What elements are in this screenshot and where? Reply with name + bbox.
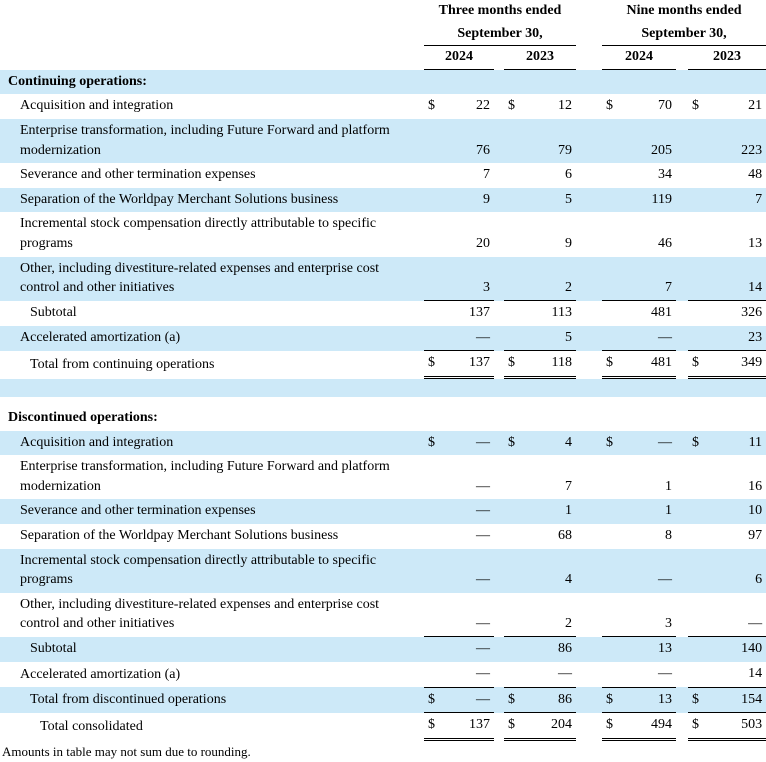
value-cell: — xyxy=(442,662,494,687)
value-cell: — xyxy=(706,593,766,637)
header-row-period xyxy=(0,0,766,23)
currency-symbol-cell xyxy=(504,593,522,637)
header-spacer xyxy=(0,0,424,23)
currency-symbol-cell: $ xyxy=(688,687,706,713)
row-label: Accelerated amortization (a) xyxy=(0,326,424,351)
currency-symbol-cell xyxy=(602,163,620,188)
value-cell: — xyxy=(522,662,576,687)
column-gap xyxy=(494,326,504,351)
row-label: Total from discontinued operations xyxy=(0,687,424,713)
currency-symbol-cell: $ xyxy=(508,98,515,114)
currency-symbol-cell xyxy=(504,549,522,593)
spacer-cell xyxy=(0,397,766,406)
section-header-discontinued xyxy=(0,406,766,431)
spacer-cell xyxy=(0,378,766,398)
currency-symbol-cell xyxy=(688,163,706,188)
table-row xyxy=(0,499,766,524)
currency-symbol-cell xyxy=(688,301,706,326)
header-row-date xyxy=(0,23,766,46)
column-gap xyxy=(676,455,688,499)
currency-symbol-cell: $ xyxy=(504,687,522,713)
currency-symbol-cell xyxy=(602,593,620,637)
currency-symbol-cell: $ xyxy=(602,713,620,740)
column-gap xyxy=(576,455,602,499)
currency-symbol-cell xyxy=(504,326,522,351)
column-gap xyxy=(494,499,504,524)
value-cell: 137 xyxy=(442,713,494,740)
value-cell: 349 xyxy=(706,351,766,378)
value-cell: 481 xyxy=(620,351,676,378)
row-label: Total from continuing operations xyxy=(30,356,215,372)
column-gap xyxy=(676,119,688,163)
column-gap xyxy=(676,713,688,740)
currency-symbol-cell xyxy=(504,119,522,163)
value-cell: 5 xyxy=(522,326,576,351)
value-cell: 76 xyxy=(442,119,494,163)
currency-symbol-cell xyxy=(688,188,706,213)
value-cell: 21 xyxy=(748,98,763,114)
currency-symbol-cell: $ xyxy=(504,713,522,740)
currency-symbol-cell xyxy=(504,163,522,188)
row-label: Severance and other termination expenses xyxy=(0,499,424,524)
column-gap xyxy=(576,188,602,213)
value-cell: 137 xyxy=(469,305,490,321)
column-gap xyxy=(576,499,602,524)
value-cell: 3 xyxy=(442,257,494,301)
row-label: Accelerated amortization (a) xyxy=(20,666,181,682)
value-cell: 137 xyxy=(442,351,494,378)
column-gap xyxy=(494,713,504,740)
column-gap xyxy=(494,257,504,301)
column-gap xyxy=(494,301,504,326)
value-cell: 2 xyxy=(522,257,576,301)
row-label: Other, including divestiture-related expenses and enterprise cost control and other initiatives xyxy=(0,257,424,301)
value-cell: 204 xyxy=(522,713,576,740)
currency-symbol-cell xyxy=(688,257,706,301)
currency-symbol-cell: $ xyxy=(602,687,620,713)
column-gap xyxy=(576,326,602,351)
currency-symbol-cell xyxy=(504,257,522,301)
value-cell: — xyxy=(442,593,494,637)
currency-symbol-cell xyxy=(504,212,522,256)
column-gap xyxy=(576,431,602,456)
column-gap xyxy=(676,351,688,378)
currency-symbol-cell xyxy=(602,257,620,301)
value-cell: 1 xyxy=(665,478,672,494)
value-cell: — xyxy=(442,431,494,456)
spacer-row-white xyxy=(0,397,766,406)
value-cell: 97 xyxy=(748,527,763,543)
row-label: Total consolidated xyxy=(40,718,143,734)
section-header-label: Discontinued operations: xyxy=(8,410,158,425)
table-row xyxy=(0,549,766,593)
currency-symbol-cell xyxy=(504,455,522,499)
period-date-label: September 30, xyxy=(424,23,576,46)
period-group-label: Three months ended xyxy=(438,3,562,18)
currency-symbol-cell: $ xyxy=(688,431,706,456)
value-cell: — xyxy=(476,478,490,494)
column-gap xyxy=(576,637,602,662)
value-cell: 2 xyxy=(522,593,576,637)
column-gap xyxy=(676,94,688,119)
period-group-label: Nine months ended xyxy=(626,3,742,18)
row-label: Incremental stock compensation directly attributable to specific programs xyxy=(20,216,377,251)
value-cell: 1 xyxy=(620,499,676,524)
section-header-continuing xyxy=(0,69,766,94)
value-cell: 70 xyxy=(658,98,672,114)
column-gap xyxy=(576,94,602,119)
column-gap xyxy=(494,593,504,637)
currency-symbol-cell: $ xyxy=(424,431,442,456)
row-label: Subtotal xyxy=(0,637,424,662)
value-cell: 22 xyxy=(476,98,490,114)
currency-symbol-cell xyxy=(504,301,522,326)
column-gap xyxy=(576,351,602,378)
currency-symbol-cell xyxy=(688,662,706,687)
table-row xyxy=(0,163,766,188)
column-gap xyxy=(576,301,602,326)
currency-symbol-cell xyxy=(424,455,442,499)
currency-symbol-cell: $ xyxy=(688,713,706,740)
value-cell: — xyxy=(620,431,676,456)
currency-symbol-cell: $ xyxy=(602,431,620,456)
column-gap xyxy=(576,593,602,637)
currency-symbol-cell xyxy=(504,637,522,662)
column-gap xyxy=(676,431,688,456)
value-cell: — xyxy=(476,527,490,543)
value-cell: 86 xyxy=(522,687,576,713)
row-label: Separation of the Worldpay Merchant Solutions business xyxy=(20,527,339,543)
currency-symbol-cell xyxy=(424,212,442,256)
row-label: Enterprise transformation, including Future Forward and platform modernization xyxy=(20,459,390,494)
row-label: Acquisition and integration xyxy=(20,98,174,114)
column-gap xyxy=(494,455,504,499)
currency-symbol-cell xyxy=(602,524,620,549)
value-cell: 11 xyxy=(706,431,766,456)
header-row-years xyxy=(0,46,766,70)
column-gap xyxy=(494,163,504,188)
currency-symbol-cell xyxy=(688,326,706,351)
currency-symbol-cell xyxy=(602,326,620,351)
table-row xyxy=(0,257,766,301)
value-cell: 8 xyxy=(665,527,672,543)
column-gap xyxy=(576,257,602,301)
value-cell: 23 xyxy=(706,326,766,351)
year-column-header: 2023 xyxy=(504,46,576,70)
value-cell: 9 xyxy=(442,188,494,213)
table-row xyxy=(0,431,766,456)
row-label: Other, including divestiture-related expenses and enterprise cost control and other initiatives xyxy=(20,596,380,632)
currency-symbol-cell xyxy=(424,119,442,163)
table-row xyxy=(0,188,766,213)
value-cell: 68 xyxy=(558,527,572,543)
currency-symbol-cell: $ xyxy=(692,98,699,114)
currency-symbol-cell: $ xyxy=(606,98,613,114)
currency-symbol-cell: $ xyxy=(424,687,442,713)
period-date-label: September 30, xyxy=(602,23,766,46)
year-column-header: 2024 xyxy=(424,46,494,70)
value-cell: 13 xyxy=(620,637,676,662)
column-gap xyxy=(576,119,602,163)
currency-symbol-cell xyxy=(688,499,706,524)
currency-symbol-cell xyxy=(424,549,442,593)
currency-symbol-cell xyxy=(504,499,522,524)
value-cell: 4 xyxy=(522,549,576,593)
currency-symbol-cell xyxy=(688,119,706,163)
currency-symbol-cell xyxy=(602,212,620,256)
value-cell: 46 xyxy=(658,235,672,251)
currency-symbol-cell: $ xyxy=(428,98,435,114)
value-cell: 12 xyxy=(558,98,572,114)
value-cell: 481 xyxy=(651,305,672,321)
value-cell: 4 xyxy=(522,431,576,456)
column-gap xyxy=(576,23,602,46)
value-cell: — xyxy=(442,637,494,662)
column-gap xyxy=(676,301,688,326)
currency-symbol-cell xyxy=(602,301,620,326)
currency-symbol-cell xyxy=(688,637,706,662)
value-cell: 7 xyxy=(565,478,572,494)
column-gap xyxy=(576,524,602,549)
column-gap xyxy=(494,46,504,70)
value-cell: 118 xyxy=(522,351,576,378)
table-row xyxy=(0,524,766,549)
currency-symbol-cell: $ xyxy=(688,351,706,378)
currency-symbol-cell xyxy=(602,662,620,687)
column-gap xyxy=(676,163,688,188)
value-cell: 3 xyxy=(620,593,676,637)
value-cell: 48 xyxy=(748,167,763,183)
value-cell: 5 xyxy=(522,188,576,213)
currency-symbol-cell xyxy=(424,524,442,549)
column-gap xyxy=(494,188,504,213)
year-column-header: 2024 xyxy=(602,46,676,70)
table-row xyxy=(0,94,766,119)
column-gap xyxy=(576,549,602,593)
row-label: Enterprise transformation, including Future Forward and platform modernization xyxy=(0,119,424,163)
currency-symbol-cell xyxy=(424,637,442,662)
currency-symbol-cell xyxy=(424,301,442,326)
value-cell: 6 xyxy=(706,549,766,593)
row-label: Severance and other termination expenses xyxy=(20,167,256,183)
column-gap xyxy=(494,662,504,687)
value-cell: — xyxy=(620,662,676,687)
currency-symbol-cell xyxy=(504,188,522,213)
value-cell: 7 xyxy=(620,257,676,301)
column-gap xyxy=(676,549,688,593)
currency-symbol-cell: $ xyxy=(504,431,522,456)
table-row xyxy=(0,455,766,499)
value-cell: 79 xyxy=(522,119,576,163)
table-row xyxy=(0,593,766,637)
currency-symbol-cell xyxy=(424,326,442,351)
spacer-row-blue xyxy=(0,378,766,398)
year-column-header: 2023 xyxy=(688,46,766,70)
value-cell: 154 xyxy=(706,687,766,713)
column-gap xyxy=(676,326,688,351)
currency-symbol-cell xyxy=(688,549,706,593)
column-gap xyxy=(576,163,602,188)
header-spacer xyxy=(0,23,424,46)
column-gap xyxy=(494,549,504,593)
value-cell: 1 xyxy=(522,499,576,524)
currency-symbol-cell: $ xyxy=(602,351,620,378)
currency-symbol-cell xyxy=(602,188,620,213)
column-gap xyxy=(494,94,504,119)
column-gap xyxy=(494,524,504,549)
value-cell: 140 xyxy=(706,637,766,662)
column-gap xyxy=(676,257,688,301)
column-gap xyxy=(494,431,504,456)
currency-symbol-cell xyxy=(424,163,442,188)
column-gap xyxy=(494,637,504,662)
value-cell: — xyxy=(442,549,494,593)
currency-symbol-cell xyxy=(424,662,442,687)
column-gap xyxy=(494,212,504,256)
value-cell: — xyxy=(620,326,676,351)
table-row xyxy=(0,713,766,740)
value-cell: 119 xyxy=(620,188,676,213)
value-cell: 34 xyxy=(658,167,672,183)
value-cell: 113 xyxy=(551,305,572,321)
column-gap xyxy=(676,662,688,687)
currency-symbol-cell xyxy=(504,662,522,687)
value-cell: 205 xyxy=(620,119,676,163)
column-gap xyxy=(676,46,688,70)
value-cell: 6 xyxy=(565,167,572,183)
rounding-footnote: Amounts in table may not sum due to rounding. xyxy=(2,743,251,759)
value-cell: 14 xyxy=(706,662,766,687)
column-gap xyxy=(676,524,688,549)
table-row xyxy=(0,212,766,256)
value-cell: 9 xyxy=(565,235,572,251)
currency-symbol-cell: $ xyxy=(504,351,522,378)
value-cell: 10 xyxy=(706,499,766,524)
currency-symbol-cell xyxy=(424,257,442,301)
section-header-label: Continuing operations: xyxy=(0,69,766,94)
value-cell: — xyxy=(620,549,676,593)
row-label: Acquisition and integration xyxy=(0,431,424,456)
currency-symbol-cell: $ xyxy=(424,351,442,378)
value-cell: 503 xyxy=(706,713,766,740)
value-cell: 494 xyxy=(620,713,676,740)
column-gap xyxy=(494,119,504,163)
value-cell: 223 xyxy=(706,119,766,163)
column-gap xyxy=(676,188,688,213)
value-cell: 326 xyxy=(741,305,763,321)
column-gap xyxy=(676,499,688,524)
row-label: Separation of the Worldpay Merchant Solutions business xyxy=(0,188,424,213)
currency-symbol-cell xyxy=(688,455,706,499)
currency-symbol-cell xyxy=(424,499,442,524)
value-cell: 13 xyxy=(620,687,676,713)
column-gap xyxy=(576,713,602,740)
table-row xyxy=(0,351,766,378)
value-cell: 20 xyxy=(476,235,490,251)
value-cell: 13 xyxy=(748,235,763,251)
column-gap xyxy=(576,662,602,687)
row-label: Incremental stock compensation directly attributable to specific programs xyxy=(0,549,424,593)
value-cell: 16 xyxy=(748,478,763,494)
column-gap xyxy=(676,637,688,662)
value-cell: 7 xyxy=(483,167,490,183)
currency-symbol-cell xyxy=(688,593,706,637)
row-label: Subtotal xyxy=(30,305,77,321)
currency-symbol-cell xyxy=(688,212,706,256)
currency-symbol-cell xyxy=(602,499,620,524)
currency-symbol-cell: $ xyxy=(424,713,442,740)
table-row xyxy=(0,301,766,326)
currency-symbol-cell xyxy=(602,549,620,593)
currency-symbol-cell xyxy=(424,188,442,213)
column-gap xyxy=(676,593,688,637)
value-cell: — xyxy=(442,687,494,713)
table-row xyxy=(0,662,766,687)
header-spacer xyxy=(0,46,424,70)
value-cell: 7 xyxy=(706,188,766,213)
currency-symbol-cell xyxy=(504,524,522,549)
column-gap xyxy=(676,212,688,256)
value-cell: — xyxy=(442,326,494,351)
value-cell: — xyxy=(442,499,494,524)
value-cell: 86 xyxy=(522,637,576,662)
column-gap xyxy=(576,0,602,23)
currency-symbol-cell xyxy=(602,455,620,499)
value-cell: 14 xyxy=(706,257,766,301)
column-gap xyxy=(576,46,602,70)
table-row xyxy=(0,637,766,662)
column-gap xyxy=(576,212,602,256)
currency-symbol-cell xyxy=(688,524,706,549)
currency-symbol-cell xyxy=(602,637,620,662)
currency-symbol-cell xyxy=(602,119,620,163)
table-row xyxy=(0,119,766,163)
table-row xyxy=(0,326,766,351)
currency-symbol-cell xyxy=(424,593,442,637)
column-gap xyxy=(494,351,504,378)
